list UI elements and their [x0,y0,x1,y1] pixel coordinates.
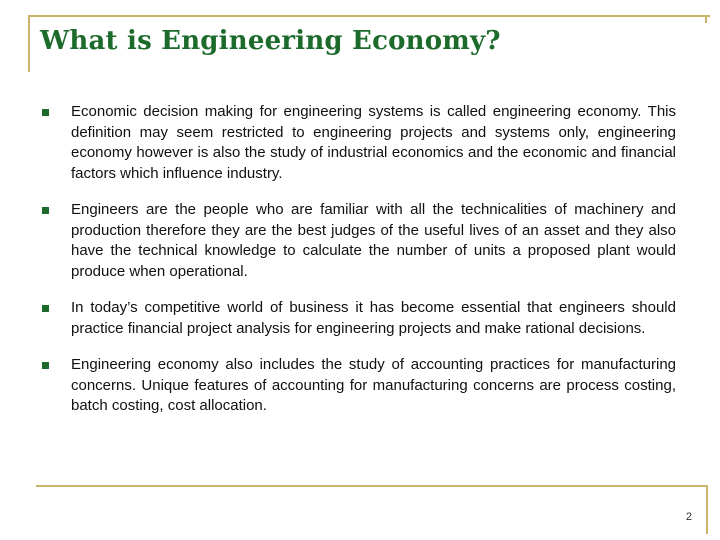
bullet-text: In today’s competitive world of business it has become essential that engineers should practice financial project analysis for engineering projects and make rational decisions. [71,299,676,337]
bullet-item [36,355,676,417]
bullet-list [36,102,676,433]
bullet-text: Economic decision making for engineering systems is called engineering economy. This definition may seem restricted to engineering projects and systems only, engineering economy however is also the study of industrial economics and the economic and financial factors which influence industry. [71,103,676,182]
bullet-text: Engineers are the people who are familiar with all the technicalities of machinery and production therefore they are the best judges of the useful lives of an asset and they also have the technical knowledge to calculate the number of units a proposed plant would produce when operational. [71,201,676,280]
bullet-item [36,102,676,184]
slide-title: What is Engineering Economy? [40,26,501,56]
square-bullet-icon [42,109,49,116]
title-frame-tick [705,15,707,23]
square-bullet-icon [42,207,49,214]
bullet-text: Engineering economy also includes the study of accounting practices for manufacturing concerns. Unique features of accounting for manufacturing concerns are process costing, batch costing, cost allocation. [71,356,676,414]
footer-frame-tick [706,485,708,534]
bullet-item [36,200,676,282]
footer-divider [36,485,708,487]
square-bullet-icon [42,305,49,312]
bullet-item [36,298,676,339]
square-bullet-icon [42,362,49,369]
page-number: 2 [685,511,692,523]
